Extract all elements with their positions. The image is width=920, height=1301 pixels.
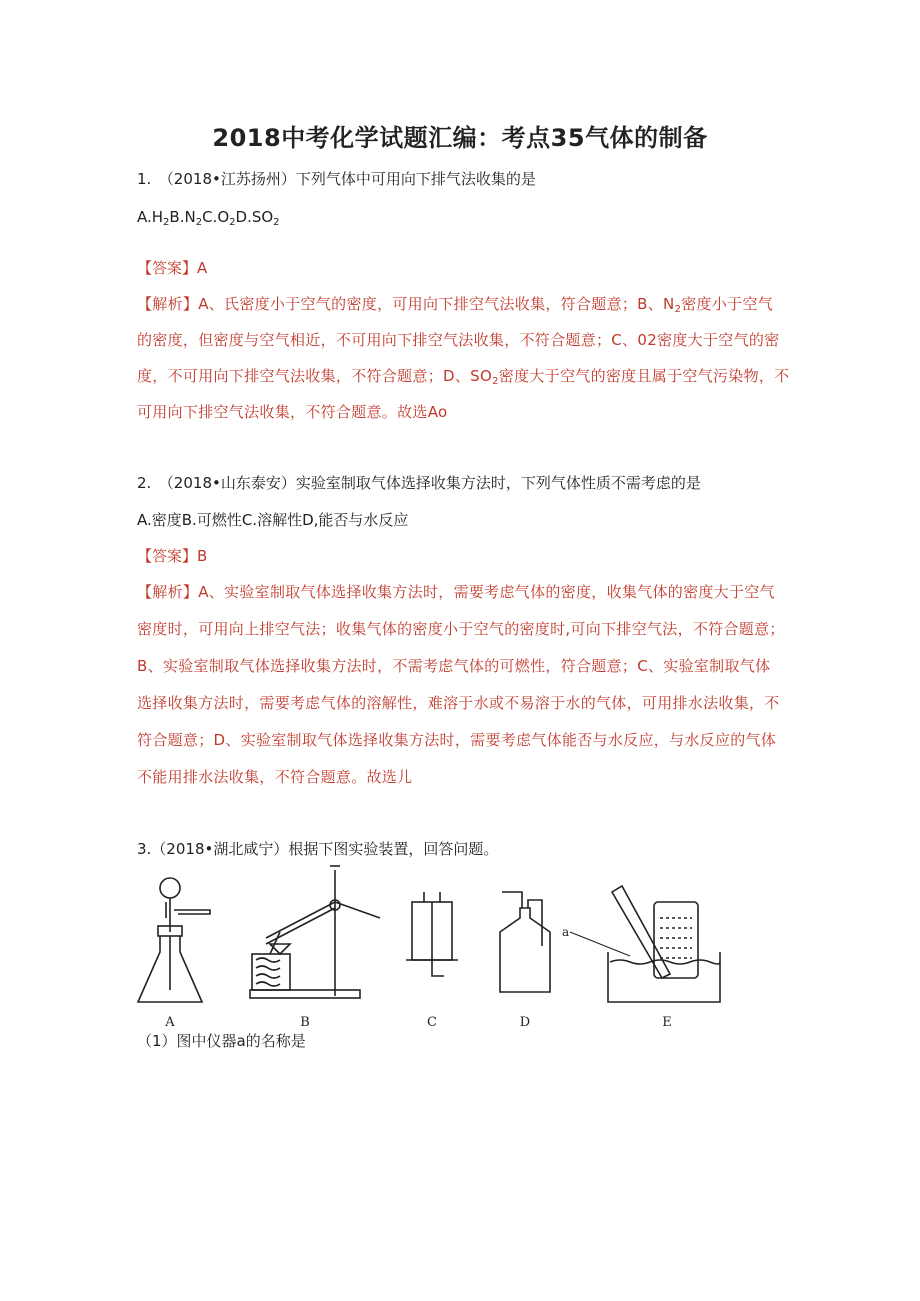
apparatus-c-collection	[406, 892, 458, 976]
q2-options: A.密度B.可燃性C.溶解性D,能否与水反应	[137, 511, 409, 529]
apparatus-a-flask	[138, 878, 210, 1002]
q2-stem: 2. （2018•山东泰安）实验室制取气体选择收集方法时，下列气体性质不需考虑的是	[137, 474, 701, 492]
q2-analysis-line-1: 【解析】A、实验室制取气体选择收集方法时，需要考虑气体的密度，收集气体的密度大于空气	[137, 583, 775, 601]
q1-analysis-line-2: 的密度，但密度与空气相近，不可用向下排空气法收集，不符合题意；C、02密度大于空气的密	[137, 331, 780, 349]
label-a: A	[165, 1015, 175, 1030]
label-b: B	[300, 1015, 310, 1030]
q2-analysis-line-4: 选择收集方法时，需要考虑气体的溶解性，难溶于水或不易溶于水的气体，可用排水法收集，不	[137, 694, 780, 712]
apparatus-d-bottle	[500, 892, 550, 992]
lab-apparatus-figure	[130, 862, 730, 1032]
q1-analysis-line-4: 可用向下排空气法收集，不符合题意。故选Ao	[137, 403, 448, 421]
apparatus-e-trough	[570, 886, 720, 1002]
q1-options: $A.H_2B.N_2C.O_2D.SO_2$	[137, 208, 280, 228]
q1-analysis-line-3: 度，不可用向下排空气法收集，不符合题意；D、$SO_2$密度大于空气的密度且属于空气污染物，不	[137, 367, 790, 387]
q3-sub1: （1）图中仪器a的名称是	[137, 1032, 306, 1050]
q1-analysis-line-1: 【解析】A、氏密度小于空气的密度，可用向下排空气法收集，符合题意；B、$N_2$密度小于空气	[137, 295, 774, 315]
q2-analysis-line-2: 密度时，可用向上排空气法；收集气体的密度小于空气的密度时,可向下排空气法，不符合题意；	[137, 620, 785, 638]
label-d: D	[519, 1015, 531, 1030]
q2-answer: 【答案】B	[137, 547, 208, 565]
q2-analysis-line-3: B、实验室制取气体选择收集方法时，不需考虑气体的可燃性，符合题意；C、实验室制取气体	[137, 657, 771, 675]
label-e: E	[662, 1015, 672, 1030]
q2-analysis-line-6: 不能用排水法收集，不符合题意。故选儿	[137, 768, 413, 786]
q1-stem: 1. （2018•江苏扬州）下列气体中可用向下排气法收集的是	[137, 170, 536, 188]
q1-answer: 【答案】A	[137, 259, 208, 277]
page-title: 2018中考化学试题汇编：考点35气体的制备	[212, 124, 708, 152]
label-pointer-a: a	[562, 925, 570, 939]
label-c: C	[427, 1015, 437, 1030]
q2-analysis-line-5: 符合题意；D、实验室制取气体选择收集方法时，需要考虑气体能否与水反应，与水反应的气体	[137, 731, 777, 749]
apparatus-b-heating	[250, 866, 380, 998]
q3-stem: 3.（2018•湖北咸宁）根据下图实验装置，回答问题。	[137, 840, 499, 858]
